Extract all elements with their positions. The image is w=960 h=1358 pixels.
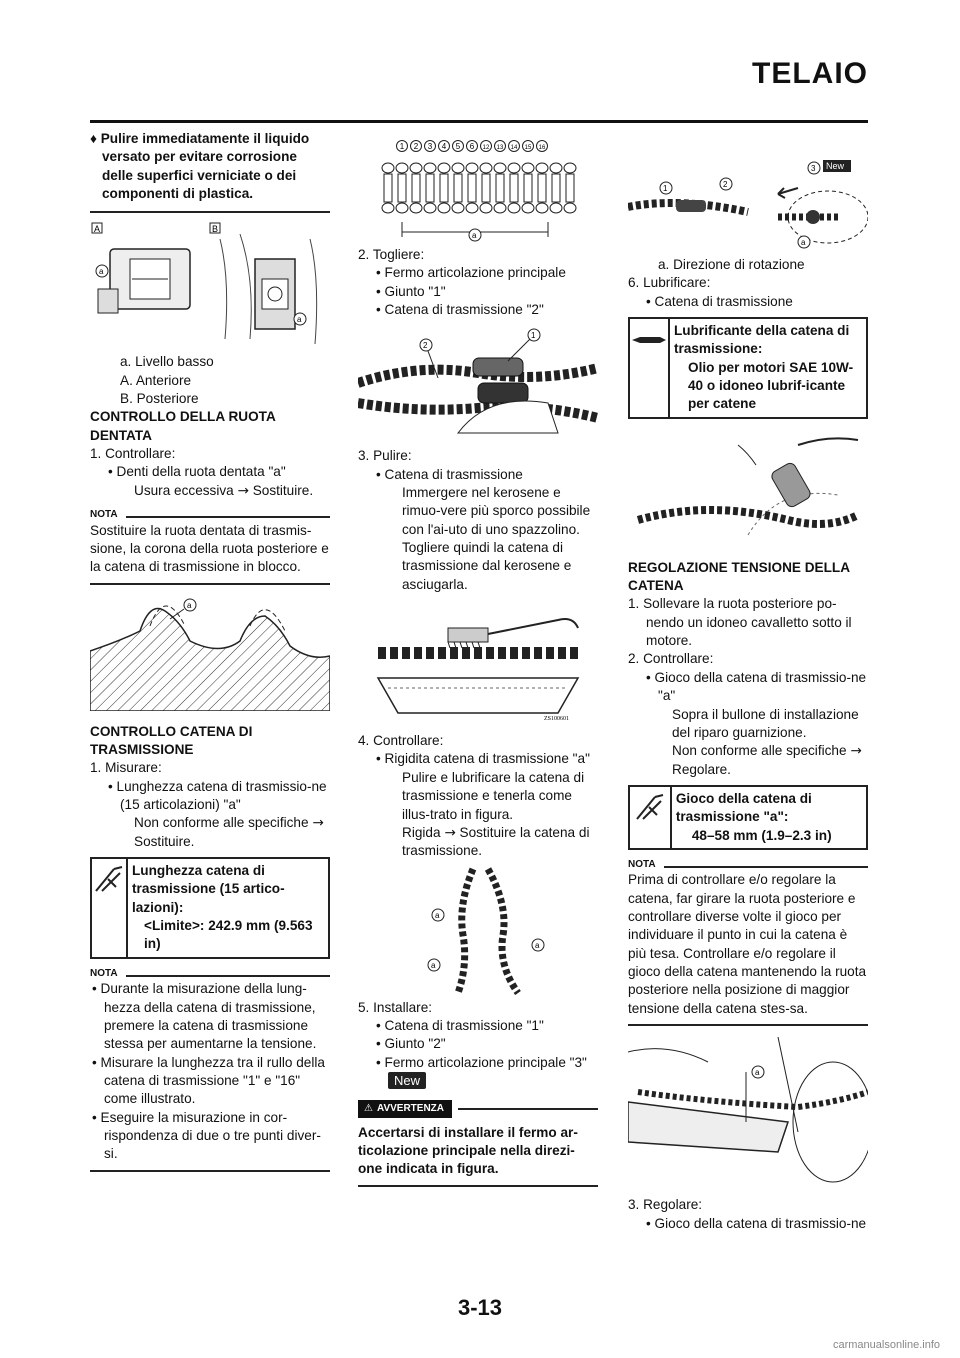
chain-lubrication-figure (628, 425, 868, 555)
condition-text: Usura eccessiva → Sostituire. (134, 482, 314, 499)
paint-warning-note: ♦ Pulire immediatamente il liquido versato per evitare corrosione delle superfici verniciate o dei componenti di plastica. (90, 131, 310, 202)
chain-link-plate (566, 174, 574, 202)
chain-roller (480, 163, 492, 173)
svg-text:a: a (99, 267, 104, 277)
step-text: Immergere nel kerosene e rimuo-vere più sporco possibile con l'ai-uto di uno spazzolino. Togliere quindi la catena di trasmissione dal kerosene e asciugarla. (402, 485, 591, 592)
svg-text:a: a (435, 910, 440, 920)
bullet-item: • Giunto "1" (376, 283, 446, 299)
chain-link-plate (510, 174, 518, 202)
section-heading: REGOLAZIONE TENSIONE DELLA CATENA (628, 559, 850, 594)
warning-icon: ⚠ (364, 1103, 373, 1115)
roller-number: 15 (524, 145, 532, 151)
chain-roller (550, 163, 562, 173)
lube-title: Lubrificante della catena di trasmissione: (674, 323, 850, 357)
spec-value: <Limite>: 242.9 mm (9.563 in) (144, 918, 313, 952)
svg-text:a: a (297, 315, 302, 325)
step: 1. Controllare: (90, 446, 176, 462)
condition-text: Rigida → Sostituire la catena di trasmissione. (402, 824, 590, 859)
svg-text:a: a (535, 940, 540, 950)
chain-link-plate (440, 174, 448, 202)
caliper-icon (630, 787, 672, 848)
nota-item: • Eseguire la misurazione in cor-rispondenza di due o tre punti diver-si. (92, 1109, 321, 1162)
nota-item: • Durante la misurazione della lung-hezza della catena di trasmissione, premere la catena di trasmissione stessa per aumentarne la tensione. (92, 981, 317, 1052)
divider (628, 1024, 868, 1026)
roller-number: 14 (510, 145, 518, 151)
new-part-badge: New (388, 1072, 426, 1090)
step-text: Pulire e lubrificare la catena di trasmissione e tenerla come illus-trato in figura. (402, 769, 585, 822)
roller-number: 6 (469, 142, 475, 151)
divider (90, 211, 330, 213)
chain-roller (452, 163, 464, 173)
legend-item: A. Anteriore (120, 372, 192, 388)
spec-value: 48–58 mm (1.9–2.3 in) (691, 827, 832, 843)
legend-item: B. Posteriore (120, 391, 199, 407)
chain-roller (550, 203, 562, 213)
svg-text:2: 2 (723, 180, 728, 189)
roller-number: 4 (441, 142, 447, 151)
header-rule (90, 120, 868, 123)
step: 2. Controllare: (628, 651, 714, 667)
bullet-item: • Rigidita catena di trasmissione "a" (376, 751, 590, 767)
bullet-item: • Gioco della catena di trasmissio-ne "a" (646, 669, 867, 704)
spec-title: Gioco della catena di trasmissione "a": (675, 790, 812, 825)
chain-roller (382, 203, 394, 213)
oil-can-icon (630, 319, 670, 417)
step: 3. Regolare: (628, 1197, 703, 1213)
section-heading: CONTROLLO CATENA DI TRASMISSIONE (90, 723, 253, 757)
step: 4. Controllare: (358, 733, 444, 749)
chain-roller (494, 163, 506, 173)
bullet-item: • Denti della ruota dentata "a" (108, 464, 286, 480)
chain-link-plate (398, 174, 406, 202)
column-3 (628, 128, 868, 1233)
bullet-item: • Catena di trasmissione (646, 293, 793, 309)
chain-link-plate (384, 174, 392, 202)
svg-text:a: a (187, 600, 192, 610)
condition-text: Non conforme alle specifiche → Regolare. (672, 743, 862, 777)
chain-roller (424, 163, 436, 173)
column-2 (358, 128, 598, 1193)
svg-text:ZS100601: ZS100601 (544, 716, 570, 723)
master-link-figure (628, 132, 868, 252)
chain-roller (564, 163, 576, 173)
step: 1. Sollevare la ruota posteriore po-nendo un idoneo cavalletto sotto il motore. (628, 596, 852, 649)
nota-text: Sostituire la ruota dentata di trasmis-sione, la corona della ruota posteriore e la catena di trasmissione in blocco. (90, 522, 329, 575)
chain-roller (466, 203, 478, 213)
svg-text:a: a (755, 1068, 760, 1078)
step: 3. Pulire: (358, 448, 412, 464)
svg-text:B: B (212, 224, 219, 235)
chain-stiffness-figure (358, 865, 598, 995)
chain-roller (480, 203, 492, 213)
bullet-item: • Giunto "2" (376, 1036, 446, 1052)
svg-text:a: a (431, 960, 436, 970)
bullet-item: • Gioco della catena di trasmissio-ne (646, 1215, 867, 1231)
chain-roller (508, 203, 520, 213)
caliper-icon (92, 859, 128, 957)
condition-text: Non conforme alle specifiche → Sostituire. (134, 815, 324, 849)
step: 2. Togliere: (358, 247, 425, 262)
legend-item: a. Livello basso (120, 354, 214, 370)
bullet-item: • Catena di trasmissione (376, 466, 523, 482)
spec-box (628, 785, 868, 850)
chain-cleaning-figure (358, 598, 598, 728)
watermark: carmanualsonline.info (832, 1339, 940, 1351)
svg-text:1: 1 (531, 331, 536, 341)
chain-roller (410, 203, 422, 213)
chain-link-plate (468, 174, 476, 202)
svg-text:a: a (801, 238, 806, 247)
page-title: TELAIO (752, 57, 868, 90)
nota-header: NOTA (90, 508, 330, 522)
chain-link-plate (412, 174, 420, 202)
chain-roller (522, 203, 534, 213)
chain-slack-figure (628, 1032, 868, 1192)
roller-number: 12 (482, 145, 490, 151)
brake-reservoir-figure (90, 219, 330, 349)
spec-box (90, 857, 330, 959)
roller-number: 1 (399, 142, 405, 151)
bullet-item: • Lunghezza catena di trasmissio-ne (15 articolazioni) "a" (108, 778, 327, 813)
legend-item: a. Direzione di rotazione (658, 257, 805, 272)
divider (358, 1185, 598, 1187)
section-heading: CONTROLLO DELLA RUOTA DENTATA (90, 409, 276, 443)
chain-roller (424, 203, 436, 213)
lubricant-box (628, 317, 868, 419)
chain-link-plate (496, 174, 504, 202)
chain-roller (438, 163, 450, 173)
svg-text:a: a (472, 231, 477, 240)
svg-text:3: 3 (811, 164, 816, 173)
nota-item: • Misurare la lunghezza tra il rullo della catena di trasmissione "1" e "16" come illustrato. (92, 1054, 325, 1107)
nota-header: NOTA (628, 858, 868, 872)
roller-number: 5 (455, 142, 461, 151)
divider (90, 1170, 330, 1172)
chain-roller (396, 203, 408, 213)
nota-header: NOTA (90, 967, 330, 981)
chain-roller (536, 163, 548, 173)
warning-header: ⚠ AVVERTENZA (358, 1100, 598, 1118)
chain-roller (466, 163, 478, 173)
page-number: 3-13 (457, 1295, 503, 1320)
chain-roller (494, 203, 506, 213)
column-1 (90, 128, 330, 1178)
chain-roller (508, 163, 520, 173)
lube-value: Olio per motori SAE 10W-40 o idoneo lubrif-icante per catene (688, 359, 854, 412)
roller-number: 3 (427, 142, 433, 151)
chain-roller (564, 203, 576, 213)
sprocket-teeth-figure (90, 591, 330, 711)
chain-link-plate (524, 174, 532, 202)
spec-title: Lunghezza catena di trasmissione (15 artico-lazioni): (132, 863, 285, 915)
chain-link-plate (426, 174, 434, 202)
chain-roller (382, 163, 394, 173)
step: 5. Installare: (358, 999, 433, 1015)
chain-link-plate (454, 174, 462, 202)
bullet-item: • Fermo articolazione principale (376, 265, 566, 281)
bullet-item: • Catena di trasmissione "2" (376, 302, 544, 318)
bullet-item: • Catena di trasmissione "1" (376, 1017, 544, 1033)
chain-roller (410, 163, 422, 173)
svg-text:A: A (94, 224, 101, 235)
chain-roller (396, 163, 408, 173)
svg-text:1: 1 (663, 184, 668, 193)
chain-roller (452, 203, 464, 213)
divider (90, 583, 330, 585)
svg-text:2: 2 (423, 341, 428, 351)
step-text: Sopra il bullone di installazione del riparo guarnizione. (672, 706, 859, 740)
nota-text: Prima di controllare e/o regolare la catena, far girare la ruota posteriore e controllare diverse volte il gioco per individuare il punto in cui la catena è più tesa. Controllare e/o regolare il gioco della catena mantenendo la ruota posteriore nella posizione di maggior tensione della catena stes-sa. (628, 872, 867, 1016)
chain-roller (536, 203, 548, 213)
warning-text: Accertarsi di installare il fermo ar-ticolazione principale nella direzi-one indicata in figura. (358, 1124, 578, 1177)
chain-roller (522, 163, 534, 173)
step: 1. Misurare: (90, 760, 162, 776)
chain-link-plate (538, 174, 546, 202)
roller-number: 16 (538, 145, 546, 151)
svg-text:New: New (826, 161, 845, 171)
roller-number: 13 (496, 145, 504, 151)
bullet-item: • Fermo articolazione principale "3" (376, 1054, 587, 1070)
chain-length-figure (358, 132, 598, 242)
chain-roller (438, 203, 450, 213)
chain-link-plate (552, 174, 560, 202)
chain-joint-figure (358, 323, 598, 443)
roller-number: 2 (413, 142, 419, 151)
chain-link-plate (482, 174, 490, 202)
step: 6. Lubrificare: (628, 275, 711, 291)
